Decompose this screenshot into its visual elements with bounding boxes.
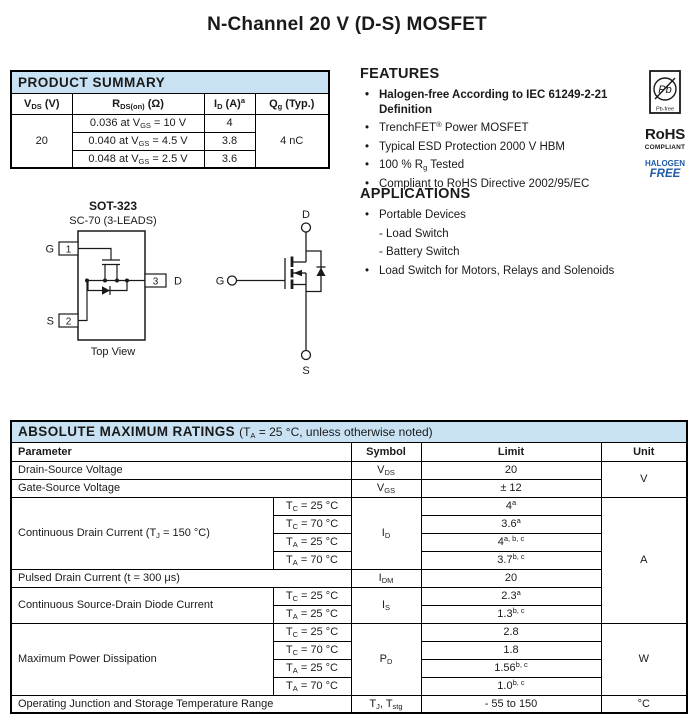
table-row [11,114,329,132]
mosfet-symbol-diagram [215,205,340,380]
table-row: $T_C = 70$ °C 1.8 [11,641,687,659]
svg-text:SC-70 (3-LEADS): SC-70 (3-LEADS) [69,215,157,227]
condition-cell: $T_C = 70$ °C [273,515,351,533]
condition-cell: $T_C = 25$ °C [273,587,351,605]
max-ratings-title-row [11,421,687,442]
list-item: • Portable Devices [365,209,466,221]
svg-text:Pb: Pb [658,84,672,96]
svg-text:S: S [46,315,54,328]
unit-cell: °C [601,695,687,713]
features-section [360,66,638,195]
table-row: Drain-Source Voltage $V_{DS}$ 20 V [11,461,687,479]
table-row: $T_C = 70$ °C 3.6$^a$ [11,515,687,533]
halogen-label: HALOGEN [645,159,685,168]
features-heading: FEATURES [360,66,440,82]
body-diode-icon [102,286,110,294]
list-item: • 100 % $R_g$ Tested [365,159,465,172]
table-row: $T_A = 25$ °C 1.3$^{b, c}$ [11,605,687,623]
table-row: $T_A = 25$ °C 1.56$^{b, c}$ [11,659,687,677]
list-subitem: - Load Switch [379,227,449,240]
table-row: $T_A = 25$ °C 4$^{a, b, c}$ [11,533,687,551]
compliant-label: COMPLIANT [644,144,686,151]
qg-value-cell: 4 nC [255,114,329,168]
compliance-badges [640,70,690,180]
applications-heading: APPLICATIONS [360,186,471,202]
pb-free-icon [649,70,681,114]
svg-text:Pb-free: Pb-free [655,106,675,113]
product-summary-title: PRODUCT SUMMARY [11,71,329,93]
condition-cell: $T_A = 70$ °C [273,677,351,695]
rds-cell: 0.040 at $V_{GS} = 4.5$ V [72,132,204,150]
svg-text:S: S [302,365,310,377]
table-row: $T_A = 70$ °C 1.0$^{b, c}$ [11,677,687,695]
table-row: Pulsed Drain Current (t = 300 μs) $I_{DM}$ 20 [11,569,687,587]
list-item: • Halogen-free According to IEC 61249-2-21 Definition [365,89,608,116]
condition-cell: $T_A = 25$ °C [273,605,351,623]
svg-text:G: G [215,275,225,288]
channel-arrow-icon [294,270,303,276]
max-ratings-header-row: Parameter Symbol Limit Unit [11,442,687,461]
bullet-icon: • [365,122,370,134]
unit-cell: A [601,497,687,623]
product-summary-table [10,70,330,169]
condition-cell: $T_A = 70$ °C [273,551,351,569]
condition-cell: $T_C = 25$ °C [273,497,351,515]
applications-section [360,186,638,282]
condition-cell: $T_C = 25$ °C [273,623,351,641]
svg-text:Top View: Top View [90,346,136,358]
id-cell: 3.8 [204,132,255,150]
body-diode-icon [317,268,326,277]
free-label: FREE [649,168,681,180]
condition-cell: $T_C = 70$ °C [273,641,351,659]
svg-text:G: G [45,243,54,256]
col-header-id: $I_D$ $(A)^a$ [204,93,255,114]
list-item: • Load Switch for Motors, Relays and Solenoids [365,264,615,277]
absolute-maximum-ratings-table [10,420,688,714]
unit-cell: W [601,623,687,695]
package-diagram [30,198,230,363]
list-item: • Typical ESD Protection 2000 V HBM [365,140,565,153]
condition-cell: $T_A = 25$ °C [273,533,351,551]
svg-text:D: D [174,275,182,288]
product-summary-title-row [11,71,329,93]
svg-text:2: 2 [65,316,72,328]
vds-value-cell: 20 [11,114,72,168]
rds-cell: 0.048 at $V_{GS} = 2.5$ V [72,150,204,168]
table-row: Maximum Power Dissipation $T_C = 25$ °C $P_D$ 2.8 W [11,623,687,641]
table-row: $T_A = 70$ °C 3.7$^{b, c}$ [11,551,687,569]
svg-text:SOT-323: SOT-323 [88,199,138,213]
rohs-label: RoHS [644,126,686,143]
page-title: N-Channel 20 V (D-S) MOSFET [207,14,487,35]
col-header-qg: $Q_g$ (Typ.) [255,93,329,114]
bullet-icon: • [365,159,370,171]
list-subitem: - Battery Switch [379,246,460,258]
features-list [360,88,638,191]
list-item: • TrenchFET® Power MOSFET [365,120,529,134]
svg-text:3: 3 [152,276,159,288]
id-cell: 4 [204,114,255,132]
bullet-icon: • [365,177,370,190]
table-row: Continuous Drain Current ($T_J = 150$ °C) $T_C = 25$ °C $I_D$ 4$^a$ A [11,497,687,515]
bullet-icon: • [365,264,370,277]
bullet-icon: • [365,209,370,221]
col-header-rdson: $R_{DS(on)}$ (Ω) [72,93,204,114]
max-ratings-title: ABSOLUTE MAXIMUM RATINGS ($T_A = 25$ °C, unless otherwise noted) [11,421,687,442]
product-summary-header-row [11,93,329,114]
bullet-icon: • [365,89,370,101]
applications-list [360,264,638,279]
id-cell: 3.6 [204,150,255,168]
condition-cell: $T_A = 25$ °C [273,659,351,677]
table-row: Operating Junction and Storage Temperature Range $T_J$, $T_{stg}$ - 55 to 150 °C [11,695,687,713]
svg-text:1: 1 [65,244,72,256]
bullet-icon: • [365,140,370,153]
applications-list [360,208,638,223]
table-row: Continuous Source-Drain Diode Current $T_C = 25$ °C $I_S$ 2.3$^a$ [11,587,687,605]
unit-cell: V [601,461,687,497]
table-row: Gate-Source Voltage $V_{GS}$ ± 12 [11,479,687,497]
col-header-vds: $V_{DS}$ (V) [11,93,72,114]
svg-text:D: D [302,209,310,221]
list-item: • Compliant to RoHS Directive 2002/95/EC [365,177,590,190]
rds-cell: 0.036 at $V_{GS} = 10$ V [72,114,204,132]
internal-mosfet-symbol [78,249,145,321]
